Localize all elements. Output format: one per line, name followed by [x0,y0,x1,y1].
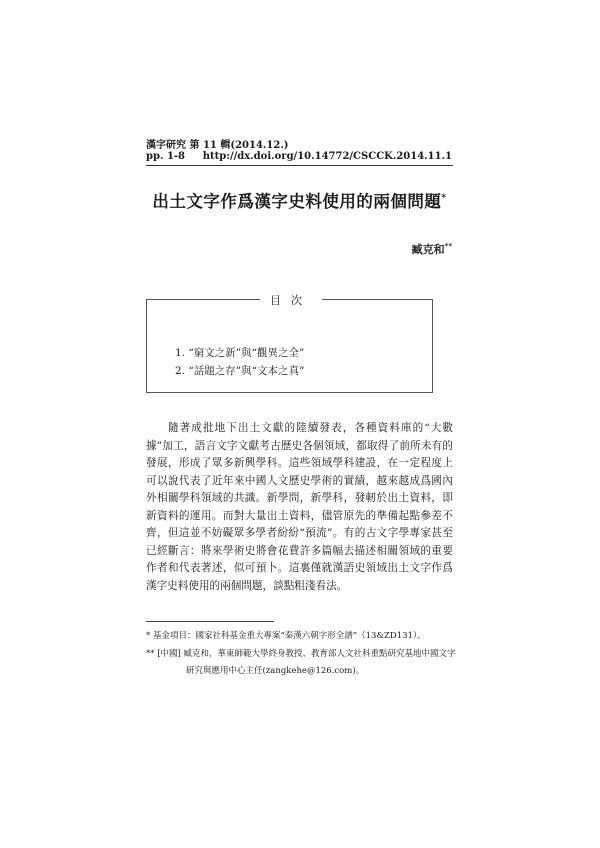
toc-item-2: 2. “話題之存”與“文本之真” [175,365,305,377]
toc-item-1: 1. “窮文之新”與“觀異之全” [175,347,305,359]
doi-link[interactable]: http://dx.doi.org/10.14772/CSCCK.2014.11.1 [202,151,452,162]
footnote-2: ** [中國] 臧克和，華東師範大學終身教授、教育部人文社科重點研究基地中國文字 [146,649,456,659]
paper-title-text: 出土文字作爲漢字史料使用的兩個問題 [152,192,442,211]
header-rule [146,165,453,166]
page-range: pp. 1-8 [146,151,186,162]
author-name: 臧克和 [411,243,445,256]
title-footnote-mark: * [441,193,447,204]
author [412,241,452,257]
footnote-1: * 基金項目：國家社科基金重大專案“秦漢六朝字形全譜”（13&ZD131）。 [146,631,426,641]
paper-title [146,188,453,212]
body-paragraph: 隨著成批地下出土文獻的陸續發表，各種資料庫的“大數據”加工，語言文字文獻考古歷史各個領域，都取得了前所未有的發展，形成了眾多新興學科。這些領域學科建設，在一定程度上可以說代表了近年來中國人文歷史學術的實績，越來越成爲國內外相關學科領域的共識。新學問，新學科，發軔於出土資料，即新資料的運用。而對大量出土資料，儘管原先的準備起點參差不齊，但這並不妨礙眾多學者紛紛“預流”。有的古文字學專家甚至已經斷言：將來學術史將會花費許多篇幅去描述相關領域的重要作者和代表著述，似可預卜。這裏僅就漢語史領域出土文字作爲漢字史料使用的兩個問題，談點粗淺看法。 [146,422,453,592]
toc-heading: 目次 [260,292,322,308]
footnote-rule [146,621,274,622]
footnote-2-continued: 研究與應用中心主任(zangkehe@126.com)。 [186,666,365,676]
journal-info: 漢字研究 第 11 輯(2014.12.) [146,140,289,151]
author-footnote-mark: ** [444,241,452,251]
